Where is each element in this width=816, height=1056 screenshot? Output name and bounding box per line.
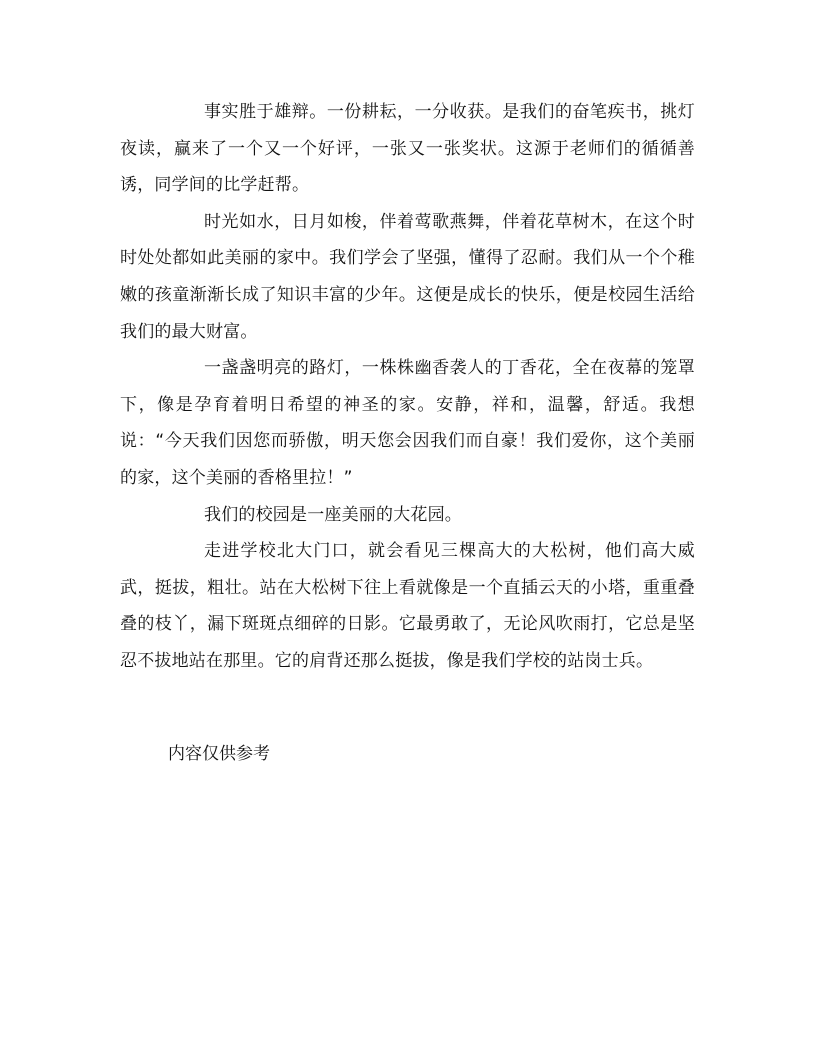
paragraph-garden: 我们的校园是一座美丽的大花园。: [204, 504, 462, 525]
paragraph-achievement: 事实胜于雄辩。一份耕耘，一分收获。是我们的奋笔疾书，挑灯夜读，赢来了一个又一个好评，一张又一张奖状。这源于老师们的循循善诱，同学间的比学赶帮。: [120, 102, 695, 196]
document-body: [120, 94, 695, 680]
paragraph-pine-trees: 走进学校北大门口，就会看见三棵高大的大松树，他们高大威武，挺拔，粗壮。站在大松树下往上看就像是一个直插云天的小塔，重重叠叠的枝丫，漏下斑斑点细碎的日影。它最勇敢了，无论风吹雨打，它总是坚忍不拔地站在那里。它的肩背还那么挺拔，像是我们学校的站岗士兵。: [120, 541, 695, 671]
paragraph-night-campus: 一盏盏明亮的路灯，一株株幽香袭人的丁香花，全在夜幕的笼罩下，像是孕育着明日希望的神圣的家。安静，祥和，温馨，舒适。我想说：“今天我们因您而骄傲，明天您会因我们而自豪！我们爱你，这个美丽的家，这个美丽的香格里拉！”: [120, 358, 695, 488]
paragraph-time-growth: 时光如水，日月如梭，伴着莺歌燕舞，伴着花草树木，在这个时时处处都如此美丽的家中。我们学会了坚强，懂得了忍耐。我们从一个个稚嫩的孩童渐渐长成了知识丰富的少年。这便是成长的快乐，便是校园生活给我们的最大财富。: [120, 211, 695, 342]
footer-note: 内容仅供参考: [168, 744, 270, 764]
